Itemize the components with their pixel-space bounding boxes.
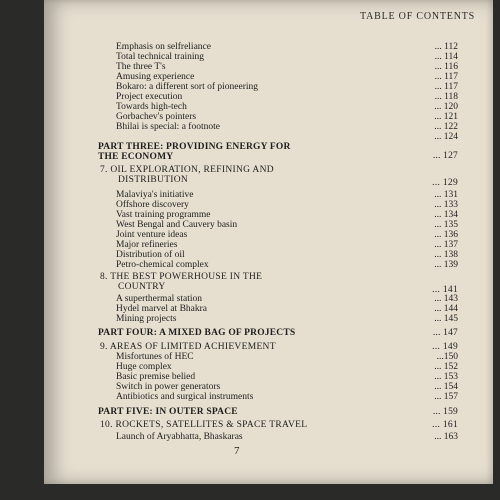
toc-entry-title: Offshore discovery (116, 200, 189, 210)
toc-entry-title: Project execution (116, 92, 183, 102)
toc-entry-title: PART FIVE: IN OUTER SPACE (98, 407, 238, 417)
toc-page-number: ... 136 (434, 230, 458, 240)
toc-entry-title: Gorbachev's pointers (116, 112, 197, 122)
toc-page-number: ... 133 (434, 200, 458, 210)
toc-entry (116, 250, 458, 260)
toc-chapter-entry (100, 420, 458, 430)
toc-page-number: ... 134 (434, 210, 458, 220)
toc-entry (116, 362, 458, 372)
toc-entry-title: Hydel marvel at Bhakra (116, 304, 208, 314)
toc-part-heading (98, 328, 458, 338)
toc-entry-title: Total technical training (116, 52, 204, 62)
toc-page-number: ... 120 (434, 102, 458, 112)
toc-entry-title: Misfortunes of HEC (116, 352, 194, 362)
toc-entry (116, 392, 458, 402)
toc-page-number: ... 144 (434, 304, 458, 314)
toc-page-number: ... 138 (434, 250, 458, 260)
toc-chapter-entry (100, 272, 458, 295)
toc-entry-title: 9. AREAS OF LIMITED ACHIEVEMENT (100, 342, 276, 352)
toc-page-number: ... 129 (432, 178, 458, 188)
toc-entries (44, 0, 493, 484)
toc-page-number: ... 161 (432, 420, 458, 430)
toc-entry (116, 382, 458, 392)
toc-entry-title: Antibiotics and surgical instruments (116, 392, 254, 402)
toc-entry-title: 8. THE BEST POWERHOUSE IN THE (100, 272, 263, 282)
toc-entry-title: 7. OIL EXPLORATION, REFINING AND (100, 165, 274, 175)
toc-entry-title: Vast training programme (116, 210, 211, 220)
toc-entry (116, 372, 458, 382)
toc-entry (116, 432, 458, 442)
toc-entry (116, 102, 458, 112)
toc-entry-title: Towards high-tech (116, 102, 187, 112)
toc-entry (116, 352, 458, 362)
toc-entry (116, 200, 458, 210)
toc-chapter-entry (100, 342, 458, 352)
toc-entry-title: Launch of Aryabhatta, Bhaskaras (116, 432, 243, 442)
toc-page-number: ... 149 (432, 342, 458, 352)
toc-page-number: ... 137 (434, 240, 458, 250)
toc-page-number: ... 117 (434, 82, 458, 92)
toc-entry (116, 82, 458, 92)
toc-page-number: ... 143 (434, 294, 458, 304)
toc-page-number: ... 145 (434, 314, 458, 324)
toc-entry (116, 220, 458, 230)
toc-page-number: ... 139 (434, 260, 458, 270)
toc-entry-title: PART THREE: PROVIDING ENERGY FOR (98, 142, 291, 152)
toc-page-number: ... 114 (434, 52, 458, 62)
toc-entry (116, 190, 458, 200)
toc-entry (116, 42, 458, 52)
toc-entry (116, 314, 458, 324)
toc-entry-title-continued: THE ECONOMY (98, 152, 174, 162)
toc-entry (116, 294, 458, 304)
toc-part-heading (98, 142, 458, 162)
toc-entry (116, 72, 458, 82)
toc-page-number: ... 163 (434, 432, 458, 442)
book-page (44, 0, 493, 484)
page-number: 7 (234, 445, 240, 457)
toc-page-number: ... 122 (434, 122, 458, 132)
toc-entry-title: Distribution of oil (116, 250, 185, 260)
toc-page-number: ... 121 (434, 112, 458, 122)
toc-entry-title: Huge complex (116, 362, 172, 372)
toc-entry-title: West Bengal and Cauvery basin (116, 220, 238, 230)
toc-page-number: ... 157 (434, 392, 458, 402)
toc-page-number: ...150 (436, 352, 458, 362)
toc-page-number: ... 118 (434, 92, 458, 102)
toc-entry-title-continued: DISTRIBUTION (118, 175, 189, 185)
toc-entry (116, 112, 458, 122)
toc-page-number: ... 152 (434, 362, 458, 372)
toc-page-number: ... 131 (434, 190, 458, 200)
toc-entry-title: PART FOUR: A MIXED BAG OF PROJECTS (98, 328, 296, 338)
toc-page-number: ... 112 (434, 42, 458, 52)
toc-page-number: ... 116 (434, 62, 458, 72)
toc-entry (116, 92, 458, 102)
toc-entry (116, 210, 458, 220)
toc-page-number: ... 147 (432, 328, 458, 338)
toc-page-number: ... 124 (434, 132, 458, 142)
toc-entry-title-continued: COUNTRY (118, 282, 166, 292)
toc-page-number: ... 154 (434, 382, 458, 392)
toc-page-number: ... 127 (432, 151, 458, 161)
toc-entry-title: Amusing experience (116, 72, 195, 82)
toc-entry (116, 62, 458, 72)
page-header: TABLE OF CONTENTS (359, 11, 475, 22)
toc-chapter-entry (100, 165, 458, 188)
toc-entry-title: Basic premise belied (116, 372, 196, 382)
toc-page-number: ... 141 (432, 285, 458, 295)
toc-entry-title: Malaviya's initiative (116, 190, 194, 200)
toc-page-number: ... 135 (434, 220, 458, 230)
toc-page-number: ... 159 (432, 407, 458, 417)
toc-entry-title: Switch in power generators (116, 382, 221, 392)
toc-entry-title: A superthermal station (116, 294, 203, 304)
toc-entry-title: 10. ROCKETS, SATELLITES & SPACE TRAVEL (100, 420, 308, 430)
toc-entry (116, 240, 458, 250)
toc-page-number: ... 153 (434, 372, 458, 382)
toc-entry-title: Bokaro: a different sort of pioneering (116, 82, 259, 92)
toc-entry (116, 122, 458, 132)
toc-entry (116, 230, 458, 240)
toc-entry (116, 260, 458, 270)
toc-entry-title: Petro-chemical complex (116, 260, 209, 270)
toc-page-number: ... 117 (434, 72, 458, 82)
toc-entry-title: Joint venture ideas (116, 230, 188, 240)
toc-entry-title: Major refineries (116, 240, 178, 250)
toc-entry-title: Emphasis on selfreliance (116, 42, 211, 52)
toc-entry (116, 304, 458, 314)
toc-entry-title: The three T's (116, 62, 166, 72)
toc-part-heading (98, 407, 458, 417)
toc-entry-title: Mining projects (116, 314, 177, 324)
toc-entry-title: Bhilai is special: a footnote (116, 122, 220, 132)
toc-entry (116, 52, 458, 62)
